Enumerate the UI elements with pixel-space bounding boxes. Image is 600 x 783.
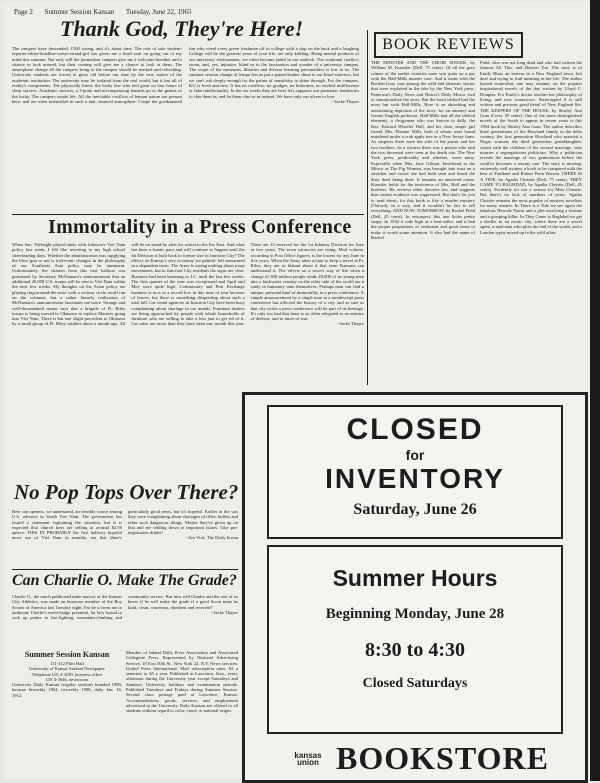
summer-hours-note: Closed Saturdays [362, 676, 468, 691]
editorial2-text: When Sen. Fulbright played darts with Johnson's Viet Nam policy last week, I felt like reverting to my high school cheerleading days. Whether the administration was supplying the blow-gun or not is irrelevant; changes in the philosophy of our Southeast Asia policy may be imminent. Unfortunately, the citation from this trial balloon was punctured by Secretary McNamara's announcement that an additional 20,000 U.S. troops will be sent to Viet Nam within the next few weeks. My thoughts on the Asian policy are playing ring-around-the-rosie with a vicious circle recall run on the columns, but a rather homely realization of McNamara's announcement fascinates me more. Strange and well-documented rumor says that a brigade of Pt. Riley troops is being moved to Okinawa to replace Marines going into Viet Nam. There is but one slight precedent to Okinawa by a small group of Pt. Riley soldiers about a month ago. All will be on stand-by alert for action in the Far East. And what has been a frantic pace and will continue to happen until the fat Division is built back to former size in Junction City? The effects on Kansas's very economy are painful: left unwarmed in a dependent town. The Army is saying nothing about troop movements, but in Junction City residents the signs are clear. Business had been booming in J.C. until the last few weeks. The first quarter of the year was exceptional and April and May were quite high. Commissary and Post Exchange business is now at a record low in this time of year because of leaves, but there is something disquieting about such a total lull. Car rental agencies in Junction City have been busy complaining about shortage in car rentals. Furniture dealers are being approached by people with whole households of furniture who are willing to take a loss just to get rid of it. Car sales are more than they have been any month this year. There are 12 reserved for the 1st Infantry Division for June in five years. The town vacancies are rising. Mail volume, according to Post Office figures, is the lowest for any June in five years. When the Army takes action to keep a secret at Ft. Riley, they are as blatant about it that even Kansans can understand it. The effects on a town's way of life when a change of 300 million people sends 20,000 of its young men into a backwater country on the other side of the world are a study in humanity unto themselves. Perhaps man can find a unique, personal kind of immortality in a press conference. A simple announcement by a single man in a nondescript press conference has affected the history of a city, and as sure as that city exists a press conference will be part of its heritage. It's only too bad that fame is so often relegated to secretaries of defense, and to times of war. [12, 242, 364, 327]
editorial2-headline: Immortality in a Press Conference [48, 216, 352, 238]
closed-date: Saturday, June 26 [353, 501, 477, 518]
editorial1-body [12, 46, 359, 211]
staff-box-title: Summer Session Kansan [24, 650, 110, 659]
bookstore-advertisement [242, 392, 588, 783]
masthead [14, 8, 239, 16]
inventory-heading: INVENTORY [325, 463, 505, 494]
book-reviews-text: Field, who was not long dead and who had written the famous All This, and Heaven Too. The story is of Emily Blair, an heiress in a New England town, left deaf and trying to find meaning in her life. The author leaned somewhat, one may assume, on the popular inspirational novels of the day written by Lloyd C. Douglas. For Emily's doctor teaches her philosophy of living, and new tomorrows. Stereotyped it is still written and presents good detail of New England life. THE KEEPERS OF THE HOUSE, by Shirley Ann Grau (Crest, 95 cents). One of the more distinguished novels of the South to appear in recent years is this 1964 book by Shirley Ann Grau. The author describes three generations of the Howland family in the delta country, the first generation Howland who married a Negro woman; the third generation granddaughter, raised with the children of his second marriage, who marries a segregationist politician. Why a politician reveals the marriage of two generations before the conflict becomes a stormy one. The story is moving, extremely well written, a book to be compared with the best of Faulkner and Robert Penn Warren. THERE IS A TIDE, by Agatha Christie (Dell, 75 cents). THEY CAME TO BAGHDAD, by Agatha Christie (Dell, 45 cents). Evidently it's not a season for Miss Christie. But there's no lack of numbers of years. Agatha Christie remains the most popular of mystery novelists for many readers. In There is a Tide we see again the fabulous Hercule Poirot and a plot involving a fortune and a grasping killer. In They Came to Baghdad we get a thriller in an exotic city, where there are a secret agent, a mad man who plots the end of the world, and a London typist mixed up in the wild affair. [480, 60, 582, 235]
editorial4-body [12, 594, 238, 646]
editorial4-text: Charlie O., the much publicized mule mascot of the Kansas City Athletics, was made an honorary member of the Boy Scouts of America last Tuesday night. Far be it from me to underrate Charlie's merit-badge potential, for he's bound to rack up points in fire-fighting, mountain-climbing and community service. But how will Charlie and the rest of us know if he will make the grade if a good Scout must be kind, clean, courteous, obedient and reverent? [12, 594, 238, 621]
paper-name: Summer Session Kansan [44, 8, 115, 16]
staff-box-line: 111-112 Flint Hall [50, 661, 84, 666]
editorial4-headline: Can Charlie O. Make The Grade? [12, 572, 237, 589]
kansas-union-logo: kansas union [294, 751, 322, 767]
editorial2-body [12, 242, 364, 378]
staff-box-line: Member of Inland Daily Press Association and Associated Collegiate Press. Represented by National Advertising Service, 18 East 50th St., New York 22, N.Y. News services: United Press International. Mail subscription rates: $3 a semester or $5 a year. Published in Lawrence, Kan., every afternoon during the University year except Saturdays and Sundays, University holidays and examination periods. Published Tuesdays and Fridays during Summer Session. Second class postage paid at Lawrence, Kansas. Accommodations, goods, services, and employment advertised in the University Daily Kansan are offered to all students without regard to color, creed, or national origin. [126, 650, 238, 714]
summer-hours-begin: Beginning Monday, June 28 [325, 606, 505, 622]
editorial1-text: The campers have descended, 1500 strong, and it's about time. The role of sole student-reporter-editor-headline-writer-errand-girl has given me a head start on going out of my mind this summer. Not only will the journalism campers give me a welcome breather and a chance to look around, but their coming will give me a chance to look at them. The atmosphere change all the campers bring to the campus should be marked and refreshing. University students are forced to grow old before our time by the very nature of the academic institution. The university may be isolated from the real world, but it has all of reality's components. The physically fittest, the lucky few who feel great on four hours of sleep survive. Academic success, a 3-point and accompanying hazards go to the genius or the lucky. The campers exude life. All the inevitable conflicts of human nature are present here, and are often intensified in such a taut, strained atmosphere. I hope the goodnatured fun who wend every green freshman off to college with a slap on the back and a laughing College will be the greatest years of your life, are only kidding. Being mental products of our university environment, we often become jaded in our outlook. The continual conflict, strain, and, yes, injustice, blind us to the fascination and wonder of a university campus. The scope of the museums, libraries and diverse learning personalities is lost to us. The summer session change of tempo lets us put a patent-leather shine to our blasé exteriors, but we can't rub deeply enough for the patina of sensitivity to shine through. For the campers, KU is fresh and new. It has no conflicts, no grudges, no bitterness, no studied indifference or fake intellectuality. In the six weeks they are here let's suppress our paranoiac tendencies to clue them in, and let them clue us in instead. We have only our ulcers to lose. [12, 46, 359, 104]
summer-hours-time: 8:30 to 4:30 [365, 639, 465, 661]
summer-hours-box [267, 545, 563, 734]
staff-box-line: University Daily Kansan (regular session) founded 1889, became biweekly 1904, triweekly 1908, daily Jan. 16, 1912. [12, 682, 122, 698]
bookstore-logo: BOOKSTORE [336, 740, 549, 776]
book-reviews-col1 [371, 60, 475, 386]
issue-date: Tuesday, June 22, 1965 [125, 8, 192, 16]
book-reviews-col2 [480, 60, 582, 386]
column-rule [367, 30, 368, 385]
staff-box-line: UN 4-3846, newsroom [45, 676, 89, 682]
closed-inventory-box [267, 405, 563, 539]
book-reviews-text: THE MINSTER AND THE CHOIR SINGER, by William M. Kunstler (Dell, 75 cents). Of all the gory crimes of the earlier twenties none was quite on a par with the Hall-Mills murder case. And it ranks with the Borden-Gray case among the wild and fantastic stories that were exploited in the tabs by the New York press. Patterson's Daily News and Hearst's Daily Mirror vied to sensationalize the story. But the lurid tabloid had the most fun with Hall-Mills. Here is an absorbing and entertaining depiction of the story: for an attorney and former English professor, Hall-Mills had all the tabloid elements, a clergyman who was known to dally, the Rev. Edward Wheeler Hall, and his choir singer girl friend, Mrs. Eleanor Mills, both of whom were found murdered under a crab apple tree in a New Jersey farm. As suspects there were the wife of the pastor and her two brothers. As a witness there was a person who said the two deceased were seen at the death site. The New York press, predictably and whether, went nutty. Especially when Mrs. Jane Gibson, bestfriend to the Mirror as The Pig Woman, was brought into trust on a stretcher and swore she had both seen and heard the dirty deed being done. It remains an unsolved crime. Kunstler holds for the innocence of Mrs. Hall and the brothers. He reviews other theories too, and suggests that certain evidence was suppressed. But that's for you to read about, for this book is like a murder mystery (Oxford), in a way, and it wouldn't be fair to tell everything. AND NOW, TOMORROW, by Rachel Field (Dell, 45 cents). In retrospect, this one looks pretty soapy. In 1942 it rode high as a best-seller, and it had the proper proportions of sentiment and good sense to make it worth some attention. It also had the name of Rachel [371, 60, 475, 240]
editorial3-body [12, 509, 238, 567]
staff-box-continued [126, 650, 238, 776]
editorial1-byline: --Jacke Thayer [331, 98, 359, 104]
newspaper-page [4, 2, 590, 779]
divider [12, 214, 364, 215]
editorial1-headline: Thank God, They're Here! [60, 16, 304, 41]
staff-box [12, 650, 122, 776]
editorial2-byline: --Jacke Thayer [336, 321, 364, 327]
closed-for: for [405, 447, 425, 463]
staff-box-line: University of Kansas Student Newspaper [29, 666, 105, 672]
editorial3-headline: No Pop Tops Over There? [14, 480, 239, 504]
page-edge [590, 0, 600, 781]
editorial3-text: Beer can openers, we understand, are terribly scarce among U.S. advisers in South Viet Nam. The government has issued a statement explaining the situation, but it is expected that church keys are selling at around $2.50 apiece. THIS IN PROBABLY the first halfway hopeful news out of Viet Nam in months; not that there's particularly good news, but it's hopeful. Earlier in the war they were complaining about shortages of rifles, bullets and other such dangerous things. Maybe they've given up on that and are settling down to important issues. Like pre-negotiation drinks? [12, 509, 238, 541]
closed-heading: CLOSED [346, 413, 484, 446]
page-number: Page 2 [14, 8, 33, 16]
editorial4-byline: --Jacke Thayer [210, 609, 238, 615]
book-reviews-header: BOOK REVIEWS [374, 32, 523, 58]
divider [12, 569, 238, 570]
staff-box-line: Telephone UN 4-3199, business office [31, 671, 103, 677]
summer-hours-title: Summer Hours [332, 565, 498, 591]
editorial3-byline: --Jim Vick, The Daily Iowan [185, 535, 238, 541]
